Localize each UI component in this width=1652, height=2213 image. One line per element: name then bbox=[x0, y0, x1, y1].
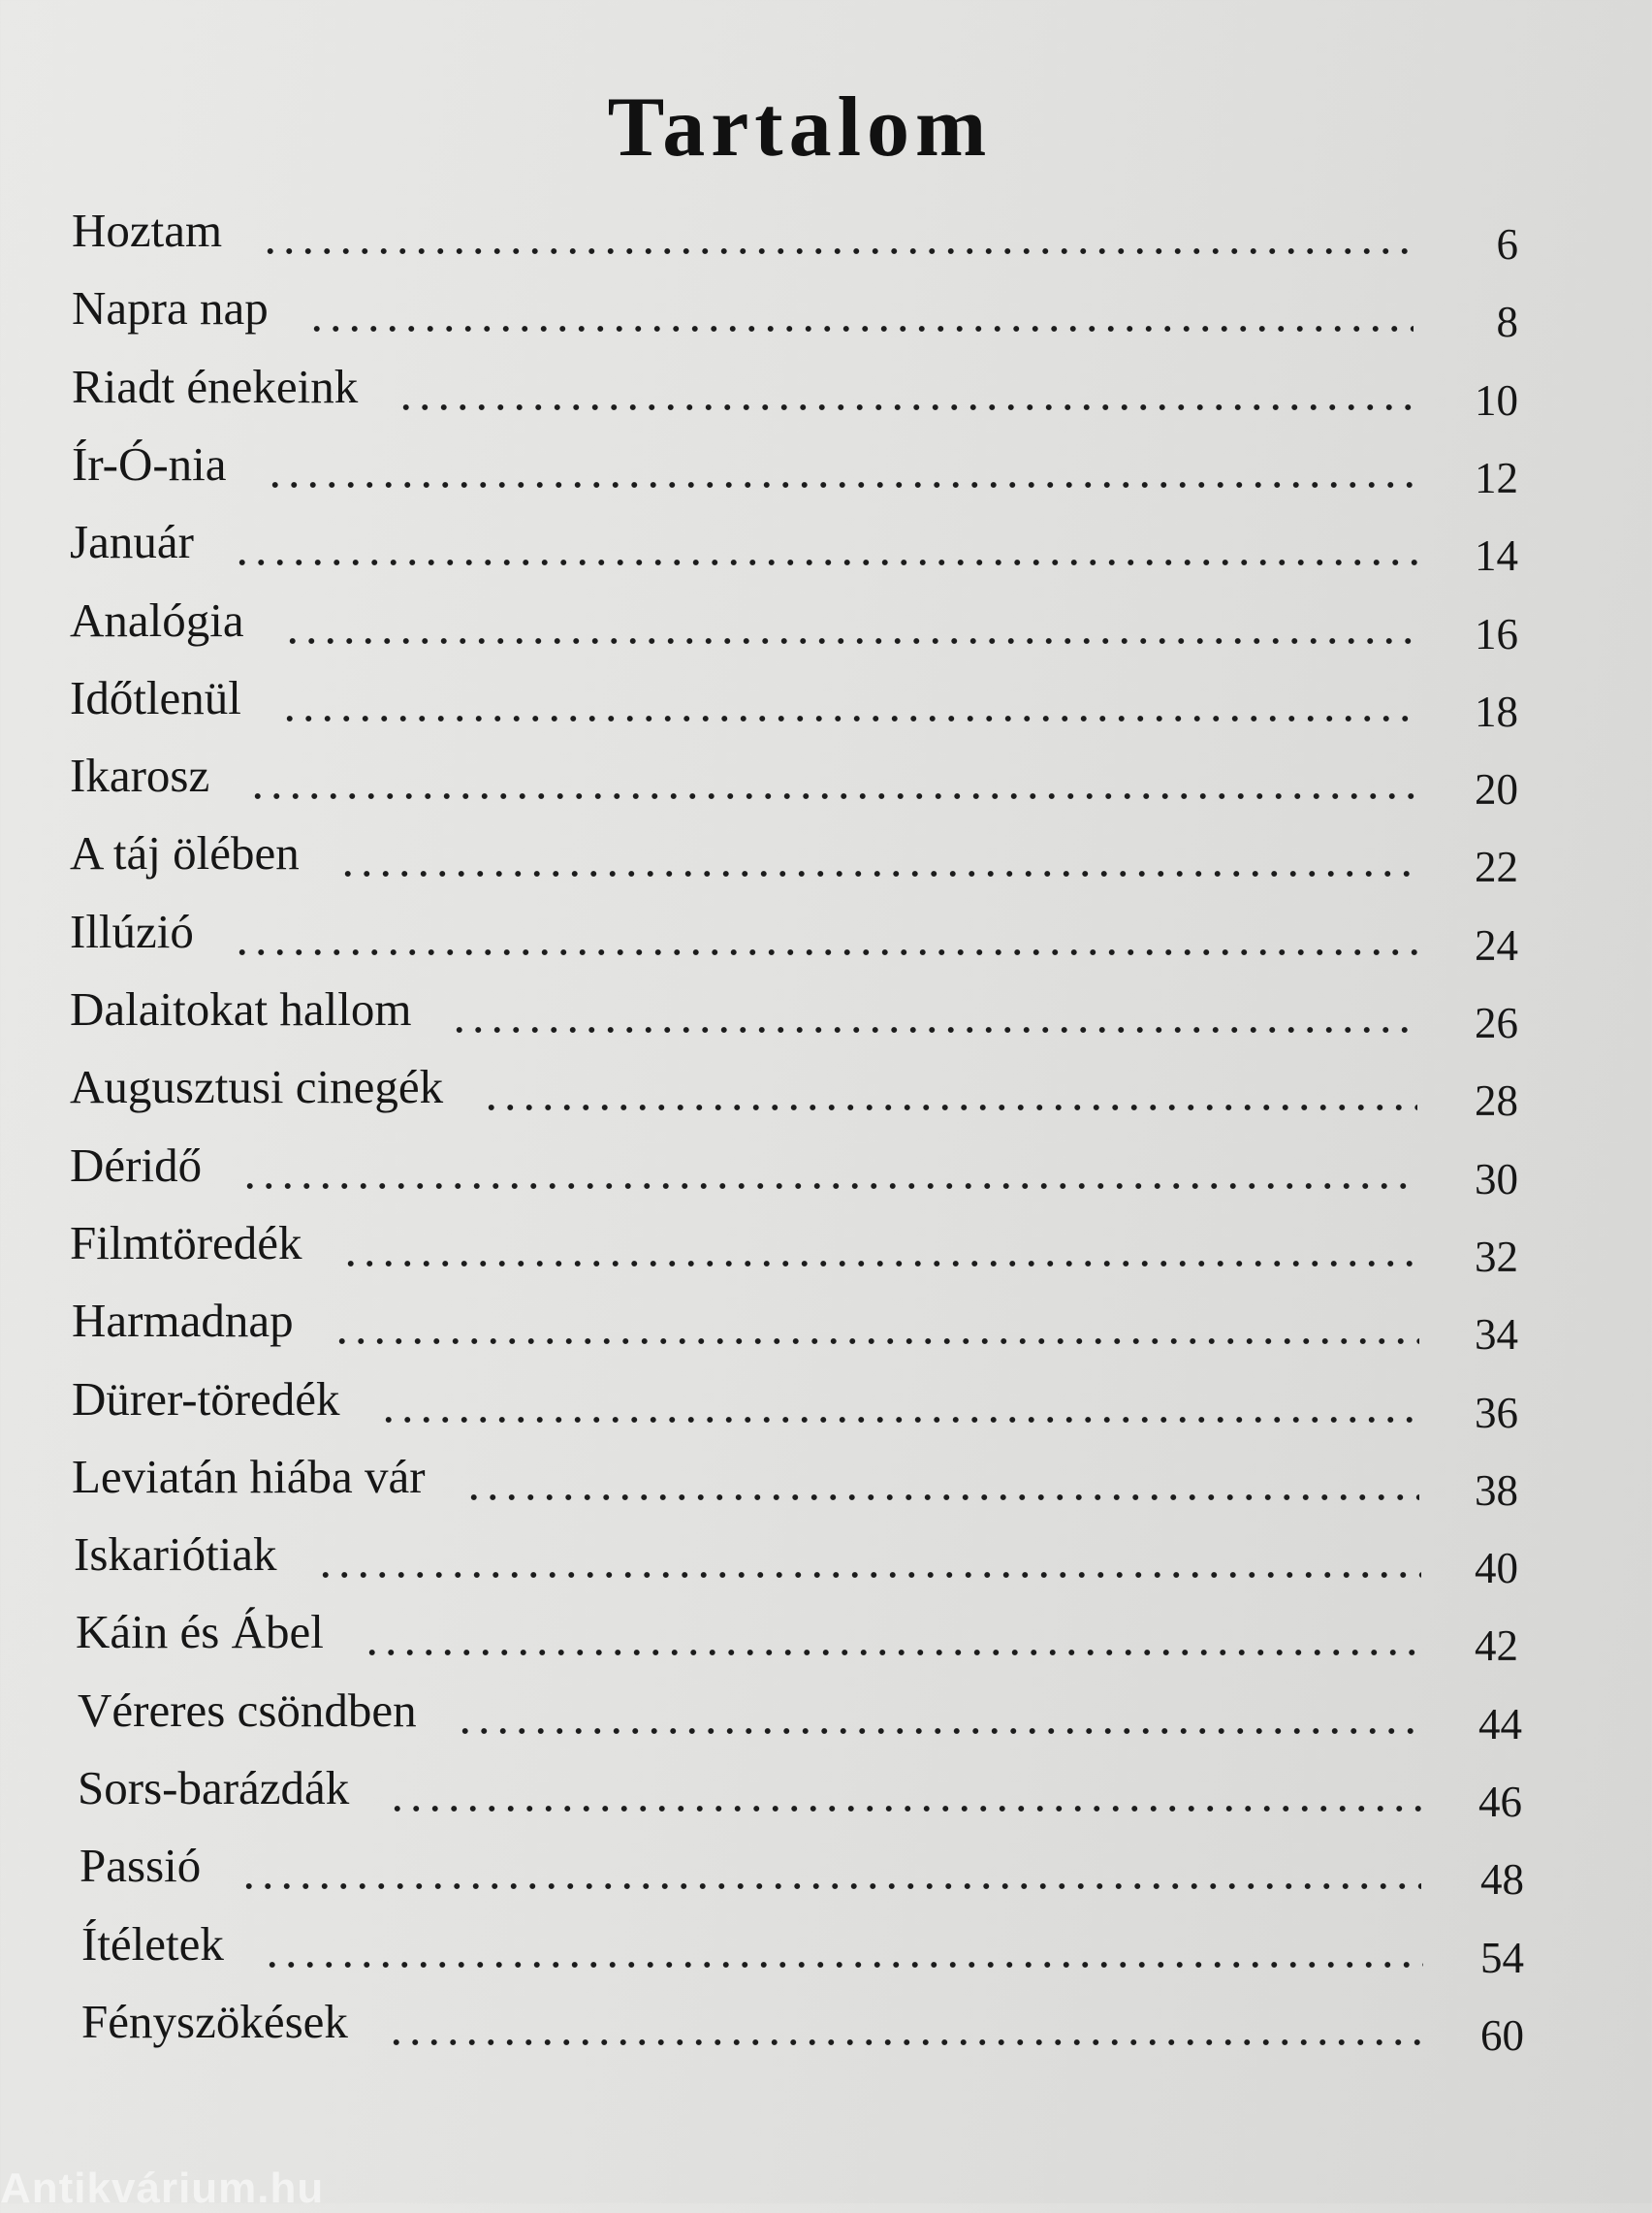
toc-leader-dots bbox=[341, 1259, 1417, 1268]
toc-entry bbox=[70, 1056, 1518, 1134]
toc-entry-title: Illúzió bbox=[70, 904, 194, 958]
toc-leader-dots bbox=[450, 1025, 1417, 1035]
toc-entry bbox=[70, 901, 1518, 978]
toc-entry-page-number: 30 bbox=[1475, 1154, 1518, 1203]
toc-entry-title: Időtlenül bbox=[70, 670, 241, 724]
toc-entry-title: Harmadnap bbox=[72, 1294, 294, 1348]
toc-leader-dots bbox=[388, 1804, 1421, 1813]
toc-leader-dots bbox=[239, 1881, 1421, 1891]
toc-leader-dots bbox=[379, 1415, 1419, 1425]
toc-leader-dots bbox=[266, 480, 1417, 490]
toc-entry-title: Január bbox=[70, 515, 194, 569]
toc-entry-title: Augusztusi cinegék bbox=[70, 1060, 444, 1114]
toc-leader-dots bbox=[240, 1181, 1417, 1191]
toc-entry bbox=[72, 277, 1518, 355]
toc-entry-page-number: 40 bbox=[1475, 1544, 1518, 1593]
toc-entry-title: Káin és Ábel bbox=[76, 1605, 324, 1659]
toc-entry-title: Iskariótiak bbox=[74, 1527, 277, 1582]
toc-entry-title: Leviatán hiába vár bbox=[72, 1449, 426, 1503]
toc-entry bbox=[70, 1135, 1518, 1212]
toc-entry-title: Ítéletek bbox=[81, 1916, 224, 1971]
toc-entry-page-number: 34 bbox=[1475, 1310, 1518, 1360]
toc-leader-dots bbox=[233, 558, 1417, 567]
toc-entry-title: Ikarosz bbox=[70, 749, 210, 803]
toc-leader-dots bbox=[387, 2037, 1423, 2047]
toc-entry-page-number: 24 bbox=[1475, 920, 1518, 970]
toc-entry-page-number: 16 bbox=[1475, 609, 1518, 658]
toc-entry-title: Dalaitokat hallom bbox=[70, 982, 412, 1036]
toc-leader-dots bbox=[333, 1336, 1419, 1346]
toc-leader-dots bbox=[363, 1648, 1421, 1657]
toc-entry-page-number: 26 bbox=[1475, 999, 1518, 1047]
toc-entry bbox=[79, 1835, 1524, 1912]
toc-entry-page-number: 22 bbox=[1475, 843, 1518, 892]
toc-entry-page-number: 8 bbox=[1496, 298, 1518, 347]
toc-entry bbox=[70, 822, 1518, 900]
watermark: Antikvárium.hu bbox=[0, 2165, 325, 2212]
toc-entry-page-number: 6 bbox=[1496, 220, 1518, 269]
toc-entry bbox=[72, 200, 1518, 277]
toc-leader-dots bbox=[248, 791, 1417, 801]
toc-entry-title: Sors-barázdák bbox=[78, 1761, 350, 1814]
toc-entry bbox=[76, 1601, 1518, 1679]
toc-entry bbox=[70, 745, 1518, 822]
toc-entry-page-number: 20 bbox=[1475, 765, 1518, 815]
toc-entry-title: Véreres csöndben bbox=[78, 1683, 417, 1737]
toc-entry-page-number: 14 bbox=[1475, 531, 1518, 581]
toc-entry-page-number: 28 bbox=[1475, 1076, 1518, 1126]
page-title: Tartalom bbox=[607, 80, 993, 175]
toc-entry bbox=[81, 1991, 1524, 2069]
toc-entry bbox=[70, 590, 1518, 667]
toc-leader-dots bbox=[338, 869, 1417, 879]
toc-leader-dots bbox=[464, 1492, 1419, 1502]
toc-entry bbox=[78, 1680, 1522, 1757]
toc-entry-title: Déridő bbox=[70, 1138, 203, 1192]
toc-entry-title: Hoztam bbox=[72, 204, 223, 257]
toc-entry bbox=[74, 1523, 1518, 1601]
toc-entry-page-number: 60 bbox=[1480, 2010, 1524, 2060]
toc-entry-title: Analógia bbox=[70, 593, 244, 647]
toc-entry-title: Filmtöredék bbox=[70, 1215, 302, 1269]
toc-entry bbox=[70, 667, 1518, 745]
toc-leader-dots bbox=[316, 1570, 1421, 1580]
toc-entry bbox=[78, 1757, 1522, 1835]
toc-leader-dots bbox=[307, 324, 1414, 334]
toc-entry-title: A táj ölében bbox=[70, 826, 300, 881]
toc-entry-page-number: 54 bbox=[1480, 1933, 1524, 1982]
toc-leader-dots bbox=[263, 1960, 1423, 1970]
toc-entry-page-number: 44 bbox=[1478, 1699, 1522, 1748]
toc-entry bbox=[70, 511, 1518, 589]
toc-entry bbox=[72, 1368, 1518, 1446]
toc-leader-dots bbox=[233, 947, 1417, 957]
toc-entry-page-number: 12 bbox=[1475, 453, 1518, 502]
toc-entry bbox=[72, 1446, 1518, 1523]
toc-leader-dots bbox=[280, 714, 1417, 723]
toc-entry-page-number: 18 bbox=[1475, 687, 1518, 736]
toc-entry-title: Riadt énekeink bbox=[72, 359, 359, 413]
toc-entry-title: Fényszökések bbox=[81, 1994, 348, 2048]
toc-leader-dots bbox=[456, 1726, 1421, 1736]
toc-entry-page-number: 36 bbox=[1475, 1388, 1518, 1437]
toc-leader-dots bbox=[261, 246, 1414, 256]
toc-entry-title: Passió bbox=[79, 1839, 202, 1893]
toc-entry bbox=[81, 1913, 1524, 1991]
toc-leader-dots bbox=[283, 636, 1417, 646]
toc-entry bbox=[72, 1290, 1518, 1367]
toc-leader-dots bbox=[482, 1103, 1417, 1112]
toc-entry bbox=[72, 356, 1518, 433]
toc-entry-title: Napra nap bbox=[72, 281, 269, 336]
toc-entry-page-number: 10 bbox=[1475, 375, 1518, 425]
toc-entry bbox=[72, 433, 1518, 511]
toc-leader-dots bbox=[397, 402, 1414, 412]
toc-entry-page-number: 42 bbox=[1475, 1621, 1518, 1671]
toc-entry-page-number: 32 bbox=[1475, 1232, 1518, 1281]
toc-entry-page-number: 48 bbox=[1480, 1855, 1524, 1905]
toc-entry bbox=[70, 978, 1518, 1056]
toc-entry-page-number: 46 bbox=[1478, 1778, 1522, 1826]
toc-entry-title: Dürer-töredék bbox=[72, 1371, 340, 1426]
toc-entry-title: Ír-Ó-nia bbox=[72, 436, 227, 491]
toc-entry-page-number: 38 bbox=[1475, 1465, 1518, 1515]
toc-entry bbox=[70, 1212, 1518, 1290]
